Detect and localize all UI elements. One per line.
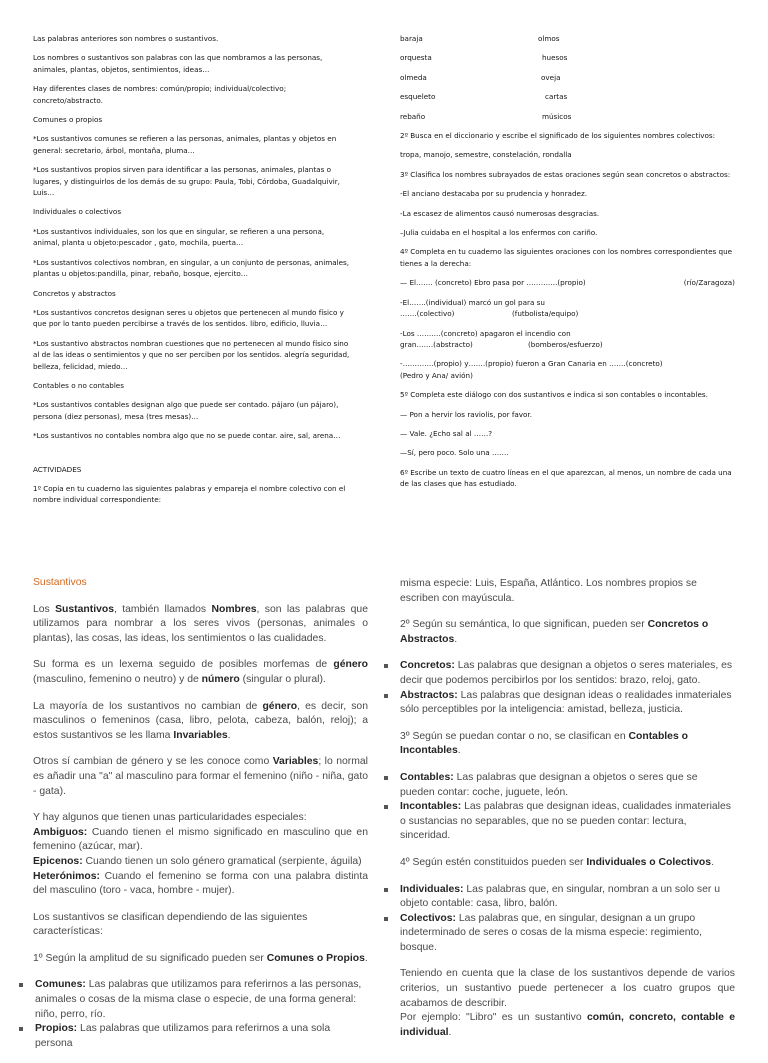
section-heading-individuales: Individuales o colectivos (33, 207, 122, 217)
activity-3-text: 3º Clasifica los nombres subrayados de estas oraciones según sean concretos o abstractos: (400, 169, 731, 179)
page-title: Sustantivos (33, 577, 87, 588)
activity-4-sentence: — El……. (concreto) Ebro pasa por ………….(propio) (río/Zaragoza) (400, 278, 735, 288)
word-pair-row: rebaño músicos (400, 111, 572, 121)
criterion-2: 2º Según su semántica, lo que significan, pueden ser Concretos o Abstractos. (400, 619, 709, 645)
criterion-3: 3º Según se puedan contar o no, se clasifican en Contables o Incontables. (400, 730, 688, 757)
propios-continuation: misma especie: Luis, España, Atlántico. Los nombres propios se escriben con mayúscula. (400, 578, 697, 604)
dialogue-line: — Vale. ¿Echo sal al ……? (400, 428, 493, 438)
activity-1-text: 1º Copia en tu cuaderno las siguientes palabras y empareja el nombre colectivo con el nombre individual correspondiente: (33, 483, 346, 505)
definition-text: Los nombres o sustantivos son palabras con las que nombramos a las personas, animales, plantas, objetos, sentimientos, ideas… (33, 53, 323, 74)
individuales-text: *Los sustantivos individuales, son los que en singular, se refieren a una persona, animal, planta u objeto:pescador , gato, mochila, puerta… (33, 226, 325, 248)
top-right-column (400, 33, 735, 498)
activity-3-sentence: -La escasez de alimentos causó numerosas desgracias. (400, 208, 600, 218)
conclusion-paragraph: Teniendo en cuenta que la clase de los sustantivos depende de varios criterios, un sustantivo puede pertenecer a los cuatro grupos que acabamos de describir. Por ejemplo: "Libro" es un sustantivo común, concreto, contable e individual. (400, 968, 735, 1038)
dialogue-line: — Pon a hervir los raviolis, por favor. (400, 409, 533, 419)
bottom-right-column (400, 577, 735, 1052)
bottom-left-column (33, 576, 368, 1063)
list-item: Propios: Las palabras que utilizamos para referirnos a una sola persona (19, 1022, 368, 1051)
list-item: Concretos: Las palabras que designan a objetos o seres materiales, es decir que podemos percibirlos por los sentidos: brazo, reloj, gato. (384, 659, 735, 688)
activity-3-sentence: -El anciano destacaba por su prudencia y honradez. (400, 189, 588, 199)
comunes-text: *Los sustantivos comunes se refieren a las personas, animales, plantas y objetos en general: secretario, árbol, montaña, pluma… (33, 134, 337, 155)
criterion-4: 4º Según estén constituidos pueden ser Individuales o Colectivos. (400, 856, 714, 868)
activity-4-text: 4º Completa en tu cuaderno las siguientes oraciones con los nombres correspondientes que tienes a la derecha: (400, 247, 733, 268)
propios-text: *Los sustantivos propios sirven para identificar a las personas, animales, plantas o lugares, y distinguirlos de los demás de su grupo: Paula, Tobi, Córdoba, Guadalquivir, Luis… (33, 165, 340, 198)
criterion-1-list (19, 978, 368, 1051)
list-item: Colectivos: Las palabras que, en singular, designan a un grupo indeterminado de seres o cosas de la misma especie: regimiento, bosque. (384, 912, 735, 956)
section-heading-contables: Contables o no contables (33, 380, 124, 390)
list-item: Individuales: Las palabras que, en singular, nombran a un solo ser u objeto contable: casa, libro, balón. (384, 883, 735, 912)
classification-intro: Los sustantivos se clasifican dependiendo de las siguientes características: (33, 911, 308, 938)
criterion-1: 1º Según la amplitud de su significado pueden ser Comunes o Propios. (33, 952, 368, 964)
activity-2-words: tropa, manojo, semestre, constelación, rondalla (400, 150, 572, 160)
section-heading-comunes: Comunes o propios (33, 115, 103, 125)
activity-4-sentence: -El…….(individual) marcó un gol para su …….(colectivo) (futbolista/equipo) (400, 297, 579, 319)
word-pair-row: esqueleto cartas (400, 92, 568, 102)
form-paragraph: Su forma es un lexema seguido de posibles morfemas de género (masculino, femenino o neutro) y de número (singular o plural). (33, 659, 368, 685)
no-contables-text: *Los sustantivos no contables nombra algo que no se puede contar. aire, sal, arena… (33, 431, 341, 441)
list-item: Contables: Las palabras que designan a objetos o seres que se pueden contar: coche, juguete, león. (384, 771, 735, 800)
activity-6-text: 6º Escribe un texto de cuatro líneas en el que aparezcan, al menos, un nombre de cada una de las clases que has estudiado. (400, 467, 732, 489)
definition-paragraph: Los Sustantivos, también llamados Nombres, son las palabras que utilizamos para nombrar a los seres vivos (personas, animales o plantas), las cosas, las ideas, los sentimientos o las cualidades. (33, 603, 368, 644)
classes-text: Hay diferentes clases de nombres: común/propio; individual/colectivo; concreto/abstracto. (33, 84, 287, 105)
activity-3-sentence: –Julia cuidaba en el hospital a los enfermos con cariño. (400, 228, 598, 238)
intro-text: Las palabras anteriores son nombres o sustantivos. (33, 34, 219, 43)
dialogue-line: —Sí, pero poco. Solo una ……. (400, 448, 509, 458)
activity-5-text: 5º Completa este diálogo con dos sustantivos e indica si son contables o incontables. (400, 390, 708, 400)
contables-text: *Los sustantivos contables designan algo que puede ser contado. pájaro (un pájaro), persona (diez personas), mesa (tres mesas)… (33, 400, 339, 421)
word-pair-row: baraja olmos (400, 34, 560, 43)
list-item: Comunes: Las palabras que utilizamos para referirnos a las personas, animales o cosas de la misma clase o especie, de una forma general: niño, perro, río. (19, 978, 368, 1022)
section-heading-concretos: Concretos y abstractos (33, 288, 116, 298)
criterion-4-list (384, 883, 735, 956)
word-pair-row: orquesta huesos (400, 53, 568, 63)
criterion-3-list (384, 771, 735, 844)
activity-4-sentence: -Los ……….(concreto) apagaron el incendio con gran…….(abstracto) (bomberos/esfuerzo) (400, 328, 603, 349)
activity-4-sentence: -………….(propio) y…….(propio) fueron a Gran Canaria en …….(concreto) (Pedro y Ana/ avión) (400, 359, 663, 380)
concretos-text: *Los sustantivos concretos designan seres u objetos que pertenecen al mundo físico y que por lo tanto pueden percibirse a través de los sentidos. libro, edificio, lluvia… (33, 307, 344, 329)
word-pair-row: olmeda oveja (400, 72, 561, 82)
abstractos-text: *Los sustantivo abstractos nombran cuestiones que no pertenecen al mundo físico sino al de las ideas o sentimientos y que no ser perciben por los sentidos. alegría seguridad, belleza, felicidad, miedo… (33, 338, 350, 371)
top-left-column (33, 33, 351, 514)
colectivos-text: *Los sustantivos colectivos nombran, en singular, a un conjunto de personas, animales, plantas u objetos:pandilla, pinar, rebaño, bosque, ejercito… (33, 257, 350, 279)
special-cases-paragraph: Y hay algunos que tienen unas particularidades especiales: Ambiguos: Cuando tienen el mismo significado en masculino que en femenino (azúcar, mar). Epicenos: Cuando tienen un solo género gramatical (serpiente, águila) Heterónimos: Cuando el femenino se forma con una palabra distinta del masculino (toro - vaca, hombre - mujer). (33, 812, 368, 897)
list-item: Abstractos: Las palabras que designan ideas o realidades inmateriales sólo perceptibles por la inteligencia: amistad, belleza, justicia. (384, 689, 735, 718)
criterion-2-list (384, 659, 735, 717)
activity-2-text: 2º Busca en el diccionario y escribe el significado de los siguientes nombres colectivos: (400, 131, 716, 141)
invariables-paragraph: La mayoría de los sustantivos no cambian de género, es decir, son masculinos o femeninos (casa, libro, pelota, cabeza, balón, reloj); a estos sustantivos se les llama Invariables. (33, 700, 368, 741)
activities-heading: ACTIVIDADES (33, 464, 82, 474)
list-item: Incontables: Las palabras que designan ideas, cualidades inmateriales o sustancias no separables, que no se pueden contar: lectura, sinceridad. (384, 800, 735, 844)
variables-paragraph: Otros sí cambian de género y se les conoce como Variables; lo normal es añadir una "a" al masculino para formar el femenino (niño - niña, gato - gata). (33, 756, 368, 797)
